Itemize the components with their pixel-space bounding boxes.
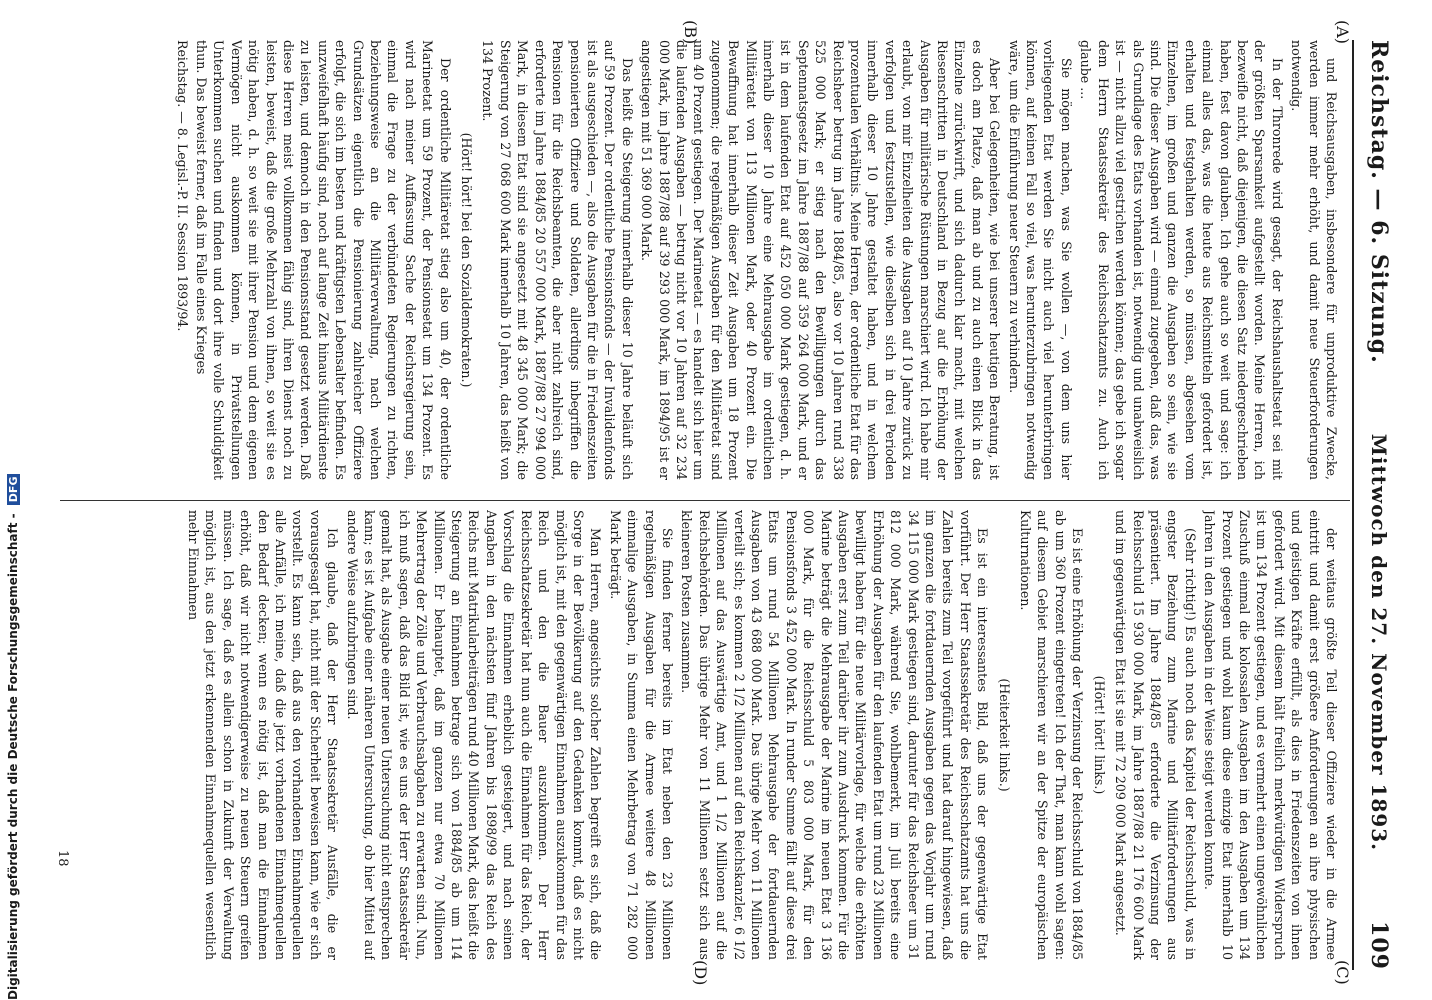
text-column-left: [65, 40, 1340, 480]
paragraph: (Sehr richtig!) Es auch noch das Kapitel der Reichsschuld, was in engster Beziehung zum Marine und Militärforderungen aus präsentiert. Im Jahre 1884/85 erforderte die Verzinsung der Reichsschuld 15 930 000 Mark, im Jahre 1887/88 21 176 600 Mark und im gegenwärtigen Etat ist sie mit 72 209 000 Mark angesetzt.: [1113, 510, 1198, 960]
digitization-text: Digitalisierung gefördert durch die Deutsche Forschungsgemeinschaft -: [6, 513, 20, 1000]
sheet-number: 18: [55, 850, 70, 867]
text-column-right: [65, 510, 1340, 960]
column-divider: [60, 500, 1350, 501]
paragraph: Sie mögen machen, was Sie wollen —, von dem uns hier vorliegenden Etat werden Sie nicht auch viel herunterbringen können, auf keinen Fall so viel, was herunterzubringen notwendig wäre, um die Einführung neuer Steuern zu verhindern.: [1006, 40, 1074, 480]
header-date: Mittwoch den 27. November 1893.: [1367, 433, 1391, 852]
header-left: Reichstag. — 6. Sitzung.: [1366, 40, 1392, 364]
interjection: (Hört! hört! bei den Sozialdemokraten.): [459, 132, 475, 388]
margin-mark-c: (C): [1333, 960, 1352, 985]
margin-mark-d: (D): [691, 960, 710, 986]
page-header: [1366, 40, 1392, 970]
page-number: 109: [1366, 921, 1392, 970]
paragraph: und Reichsausgaben, insbesondere für unproduktive Zwecke, werden immer mehr erhöht, und damit neue Steuerforderungen notwendig.: [1289, 40, 1339, 480]
paragraph: In der Thronrede wird gesagt, der Reichshaushaltsetat sei mit der größten Sparsamkeit aufgestellt worden. Meine Herren, ich bezweifle nicht, daß diejenigen, die diesen Satz niedergeschrieben haben, fest davon glauben. Ich gehe auch so weit und sage: ich einmal alles das, was die heute aus Reichsmitteln gefordert ist, erhalten und festgehalten werden, so müssen, abgesehen vom Einzelnen, im großen und ganzen die Ausgaben so sein, wie sie sind. Die dieser Ausgaben wird — einmal zugegeben, daß das, was als Grundlage des Etats vorhanden ist, notwendig und unabweislich ist — nicht allzu viel gestrichen werden können; das gebe ich sogar dem Herrn Staatssekretär des Reichsschatzamts zu. Auch ich glaube ...: [1078, 40, 1285, 480]
signature-line: Reichstag. — 8. Legisl.-P. II. Session 1893/94.: [174, 40, 190, 332]
paragraph: Das heißt die Steigerung innerhalb dieser 10 Jahre beläuft sich auf 59 Prozent. Der ordentliche Pensionsfonds — der Invalidenfonds ist als ausgeschieden —, also die Ausgaben für die in Friedenszeiten pensionierten Offiziere und Soldaten, allerdings inbegriffen die Pensionen für die Reichsbeamten, die aber nicht zahlreich sind, erforderte im Jahre 1884/85 20 557 000 Mark, 1887/88 27 994 000 Mark, in diesem Etat sind sie angesetzt mit 48 345 000 Mark; die Steigerung von 27 068 600 Mark innerhalb 10 Jahren, das heißt von 134 Prozent.: [480, 40, 635, 480]
margin-mark-a: (A): [1333, 20, 1352, 45]
paragraph: der weitaus größte Teil dieser Offiziere wieder in die Armee eintritt und damit erst größere Anforderungen an ihre physischen und geistigen Kräfte erfüllt, als dies in Friedenszeiten von ihnen gefordert wird. Mit diesem hält freilich merkwürdigen Widerspruch ist um 134 Prozent gestiegen, und es vermehrt einen ungewöhnlichen Zuschuß einmal die kolossalen Ausgaben im den Ausgaben um 134 Prozent gestiegen und wohl kaum diese einzige Etat innerhalb 10 Jahren in den Ausgaben in der Weise steigt werden konnte.: [1202, 510, 1339, 960]
paragraph: Aber bei Gelegenheiten, wie bei unserer heutigen Beratung, ist es doch am Platze, daß man ab und zu auch einen Blick in das Einzelne zurückwirft, und sich dadurch klar macht, mit welchen Riesenschritten in Deutschland in Bezug auf die Erhöhung der Ausgaben für militärische Rüstungen marschiert wird. Ich habe mir erlaubt, von mir Einzelheiten die Ausgaben auf 10 Jahre zurück zu verfolgen und festzustellen, wie dieselben sich in drei Perioden innerhalb dieser 10 Jahre gestaltet haben, und in welchem prozentualen Verhältnis. Meine Herren, der ordentliche Etat für das Reichsheer betrug im Jahre 1884/85, also vor 10 Jahren rund 338 525 000 Mark; er stieg nach den Bewilligungen durch das Septennatsgesetz im Jahre 1887/88 auf 359 264 000 Mark, und er ist in dem laufenden Etat auf 452 050 000 Mark gestiegen, d. h. innerhalb dieser 10 Jahre eine Mehrausgabe im ordentlichen Militäretat von 113 Millionen Mark, oder 40 Prozent ein. Die Bewaffnung hat innerhalb dieser Zeit Ausgaben um 18 Prozent zugenommen; die regelmäßigen Ausgaben für den Militäretat sind um 40 Prozent gestiegen. Der Marineetat — es handelt sich hier um die laufenden Ausgaben — betrug nicht vor 10 Jahren auf 32 234 000 Mark, im Jahre 1887/88 auf 39 293 000 Mark, im 1894/95 ist er angestiegen mit 51 369 000 Mark.: [639, 40, 1003, 480]
digitization-note: [6, 474, 20, 1000]
interjection: (Hört! hört! links.): [1091, 675, 1107, 795]
margin-mark-b: (B): [681, 20, 700, 45]
paragraph: Ich glaube, daß der Herr Staatssekretär Ausfälle, die er vorausgesagt hat, nicht mit der Sicherheit beweisen kann, wie er sich vorstellt. Es kann sein, daß aus den vorhandenen Einnahmequellen alle Anfälle, ich meine, daß die jetzt vorhandenen Einnahmequellen den Bedarf decken; wenn es nötig ist, daß man die Einnahmen erhöht, daß wir nicht notwendigerweise zu neuen Steuern greifen müssen. Ich sage, daß es allein schon in Zukunft der Verwaltung möglich ist, aus den jetzt erkennenden Einnahmequellen wesentlich mehr Einnahmen: [186, 510, 341, 960]
paragraph: Sie finden ferner bereits im Etat neben den 23 Millionen regelmäßigen Ausgaben für die Armee weitere 48 Millionen einmalige Ausgaben, in Summa einen Mehrbetrag von 71 282 000 Mark beträgt.: [607, 510, 675, 960]
header-rule: [1352, 40, 1354, 970]
dfg-logo: DFG: [7, 474, 20, 506]
paragraph: Man Herren, angesichts solcher Zahlen begreift es sich, daß die Sorge in der Bevölkerung auf den Gedanken kommt, daß es nicht möglich ist, mit den gegenwärtigen Einnahmen auszukommen für das Reich und den die Bauer auszukommen. Der Herr Reichsschatzsekretär hat nun auch die Einnahmen für das Reich, der Vorschlag die Einnahmen erheblich gesteigert, und nach seinen Angaben in den nächsten fünf Jahren bis 1898/99 das Reich des Reichs mit Matrikularbeiträgen rund 40 Millionen Mark, das heißt die Steigerung an Einnahmen betrage sich von 1884/85 ab um 114 Millionen. Er behauptet, daß im ganzen nur etwa 70 Millionen Mehrertrag der Zölle und Verbrauchsabgaben zu erwarten sind. Nun, ich muß sagen, daß das Bild ist, wie es uns der Herr Staatssekretär gemalt hat, als Ausgabe einer neuen Untersuchung nicht entsprechen kann; es ist Aufgabe einer näheren Untersuchung, ob hier Mittel auf andere Weise aufzubringen sind.: [344, 510, 604, 960]
paragraph: Es ist ein interessantes Bild, daß uns der gegenwärtige Etat vorführt. Der Herr Staatssekretär des Reichsschatzamts hat uns die Zahlen bereits zum Teil vorgeführt und hat darauf hingewiesen, daß im ganzen die fortdauernden Ausgaben gegen das Vorjahr um rund 34 115 000 Mark gestiegen sind, darunter für das Reichsheer um 31 812 000 Mark, während Sie, wohlbemerkt, im Juli bereits eine Erhöhung der Ausgaben für den laufenden Etat um rund 23 Millionen bewilligt haben für die neue Militärvorlage, für welche die erhöhten Ausgaben erst zum Teil darüber ihr zum Ausdruck kommen. Für die Marine beträgt die Mehrausgabe der Marine im neuen Etat 3 136 000 Mark, für die Reichsschuld 5 803 000 Mark, für den Pensionsfonds 3 452 000 Mark. In runder Summe fällt auf diese drei Etats um rund 54 Millionen Mehrausgabe der fortdauernden Ausgaben von 43 688 000 Mark. Das übrige Mehr von 11 Millionen verteilt sich; es kommen 2 1/2 Millionen auf den Reichskanzler, 6 1/2 Millionen auf das Auswärtige Amt, und 1 1/2 Millionen auf die Reichsbehörden. Das übrige Mehr von 11 Millionen setzt sich aus kleineren Posten zusammen.: [679, 510, 991, 960]
interjection: (Heiterkeit links.): [996, 678, 1012, 792]
paragraph: Es ist eine Erhöhung der Verzinsung der Reichsschuld von 1884/85 ab um 360 Prozent eingetreten! Ich der That, man kann wohl sagen: auf diesem Gebiet marschieren wir an der Spitze der europäischen Kulturnationen.: [1018, 510, 1086, 960]
paragraph: Der ordentliche Militäretat stieg also um 40, der ordentliche Marineetat um 59 Prozent, der Pensionsetat um 134 Prozent. Es wird nach meiner Auffassung Sache der Reichsregierung sein, einmal die Frage zu der verbündeten Regierungen zu richten, beziehungsweise an die Militärverwaltung, nach welchen Grundsätzen eigentlich die Pensionierung zahlreicher Offiziere erfolgt, die sich im besten und kräftigsten Lebensalter befinden. Es unzweifelhaft häufig sind, noch auf lange Zeit hinaus Militärdienste zu leisten, und dennoch in den Pensionsstand gesetzt werden. Daß diese Herren meist vollkommen fähig sind, ihren Dienst noch zu leisten, beweist, daß die große Mehrzahl von ihnen, so weit sie es nötig haben, d. h. so weit sie mit ihrer Pension und dem eigenen Vermögen nicht auskommen können, in Privatstellungen Unterkommen suchen und finden und dort ihre volle Schuldigkeit thun. Das beweist ferner, daß im Falle eines Krieges: [194, 40, 453, 480]
